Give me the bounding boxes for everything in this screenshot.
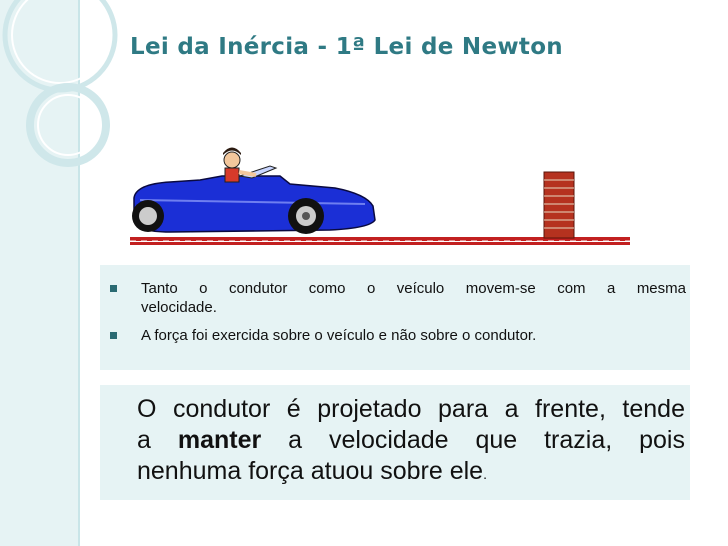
circles-decoration xyxy=(0,0,140,200)
callout-text: a xyxy=(137,426,178,454)
bullet-line: velocidade. xyxy=(141,299,217,316)
callout-line: O condutor é projetado para a frente, tende xyxy=(137,395,685,423)
square-bullet-icon xyxy=(110,332,117,339)
car-hitting-brick-wall-icon xyxy=(130,140,640,252)
slide-title: Lei da Inércia - 1ª Lei de Newton xyxy=(130,34,563,60)
square-bullet-icon xyxy=(110,285,117,292)
bullet-line: Tanto o condutor como o veículo movem-se com a mesma xyxy=(141,280,686,297)
bullet-line: A força foi exercida sobre o veículo e não sobre o condutor. xyxy=(141,327,537,344)
callout-text: a velocidade que trazia, pois xyxy=(261,426,685,454)
callout-line xyxy=(137,456,685,490)
callout-text: nenhuma força atuou sobre ele xyxy=(137,457,484,485)
bullet-list-panel xyxy=(100,265,690,370)
callout-line xyxy=(137,425,685,456)
callout-emphasis: manter xyxy=(177,426,262,454)
conclusion-callout xyxy=(100,385,690,500)
callout-period: . xyxy=(483,466,487,482)
